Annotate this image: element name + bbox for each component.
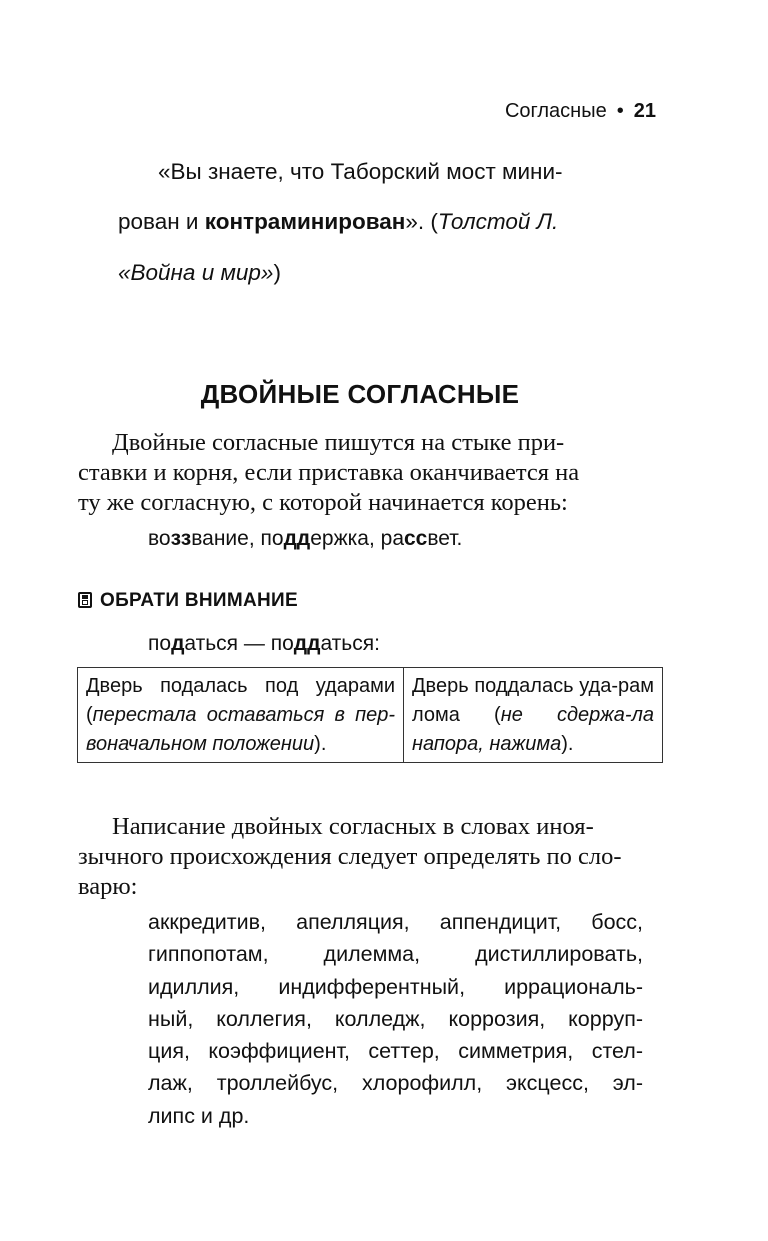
quote-line-2 xyxy=(118,209,558,235)
foreign-line: Написание двойных согласных в словах иноя- xyxy=(112,813,594,840)
quote-text: рован и xyxy=(118,209,205,234)
example-text: вание, xyxy=(191,527,261,550)
word-list-line: идиллия, индифферентный, иррациональ- xyxy=(148,974,643,999)
quote-text: ». ( xyxy=(405,209,438,234)
quote-text: ) xyxy=(273,260,281,285)
running-header xyxy=(505,100,656,123)
rule-line: Двойные согласные пишутся на стыке при- xyxy=(112,429,565,456)
attention-label: ОБРАТИ ВНИМАНИЕ xyxy=(100,590,298,611)
table-cell-left xyxy=(78,668,404,763)
example-text: ержка, xyxy=(310,527,381,550)
rule-line: ту же согласную, с которой начинается корень: xyxy=(78,489,568,516)
cell-italic: не сдержа-ла напора, нажима xyxy=(412,704,654,755)
word-list xyxy=(148,906,643,1132)
header-section: Согласные xyxy=(504,100,607,122)
section-title: ДВОЙНЫЕ СОГЛАСНЫЕ xyxy=(200,379,520,409)
quote-author: Толстой Л. xyxy=(437,209,559,234)
examples-line xyxy=(148,527,462,551)
attention-pair xyxy=(148,632,380,656)
word-list-line: гиппопотам, дилемма, дистиллировать, xyxy=(148,942,643,967)
table-row xyxy=(78,668,663,763)
cell-italic: перестала оставаться в пер-воначальном положении xyxy=(86,704,395,755)
foreign-line: зычного происхождения следует определять по сло- xyxy=(78,843,622,870)
example-text: по xyxy=(260,527,284,550)
quote-source: «Война и мир» xyxy=(118,260,274,285)
word-list-line: липс и др. xyxy=(148,1103,250,1128)
example-text: вет. xyxy=(427,527,463,550)
example-bold: зз xyxy=(170,527,192,550)
quote-line-3 xyxy=(118,260,281,286)
comparison-table xyxy=(77,667,663,763)
rule-line: ставки и корня, если приставка оканчивается на xyxy=(78,459,580,486)
word-list-line: ный, коллегия, колледж, коррозия, корруп- xyxy=(148,1006,643,1031)
pair-text: по xyxy=(148,632,172,655)
page-number: 21 xyxy=(633,100,656,122)
cell-text: Дверь поддалась уда-рам лома ( xyxy=(412,675,654,726)
quote-line-1: «Вы знаете, что Таборский мост мини- xyxy=(158,159,563,184)
word-list-line: ция, коэффициент, сеттер, симметрия, стел- xyxy=(148,1039,643,1064)
pair-text: аться: xyxy=(320,632,380,655)
example-bold: дд xyxy=(283,527,311,550)
rule-paragraph xyxy=(78,428,644,518)
quote-bold-word: контраминирован xyxy=(204,209,406,234)
cell-text: Дверь подалась под ударами ( xyxy=(86,675,395,726)
attention-heading xyxy=(78,590,298,612)
floppy-disk-icon xyxy=(78,592,92,608)
pair-bold: д xyxy=(171,632,185,655)
pair-text: аться — по xyxy=(184,632,294,655)
foreign-paragraph xyxy=(78,812,644,902)
pair-bold: дд xyxy=(293,632,321,655)
example-bold: сс xyxy=(404,527,428,550)
header-bullet: • xyxy=(616,100,624,122)
foreign-line: варю: xyxy=(78,873,138,900)
example-text: ра xyxy=(380,527,404,550)
word-list-line: аккредитив, апелляция, аппендицит, босс, xyxy=(148,910,643,934)
cell-text: ). xyxy=(561,733,574,755)
cell-text: ). xyxy=(314,733,327,755)
word-list-line: лаж, троллейбус, хлорофилл, эксцесс, эл- xyxy=(148,1071,643,1096)
example-text: во xyxy=(148,527,171,550)
table-cell-right xyxy=(404,668,663,763)
